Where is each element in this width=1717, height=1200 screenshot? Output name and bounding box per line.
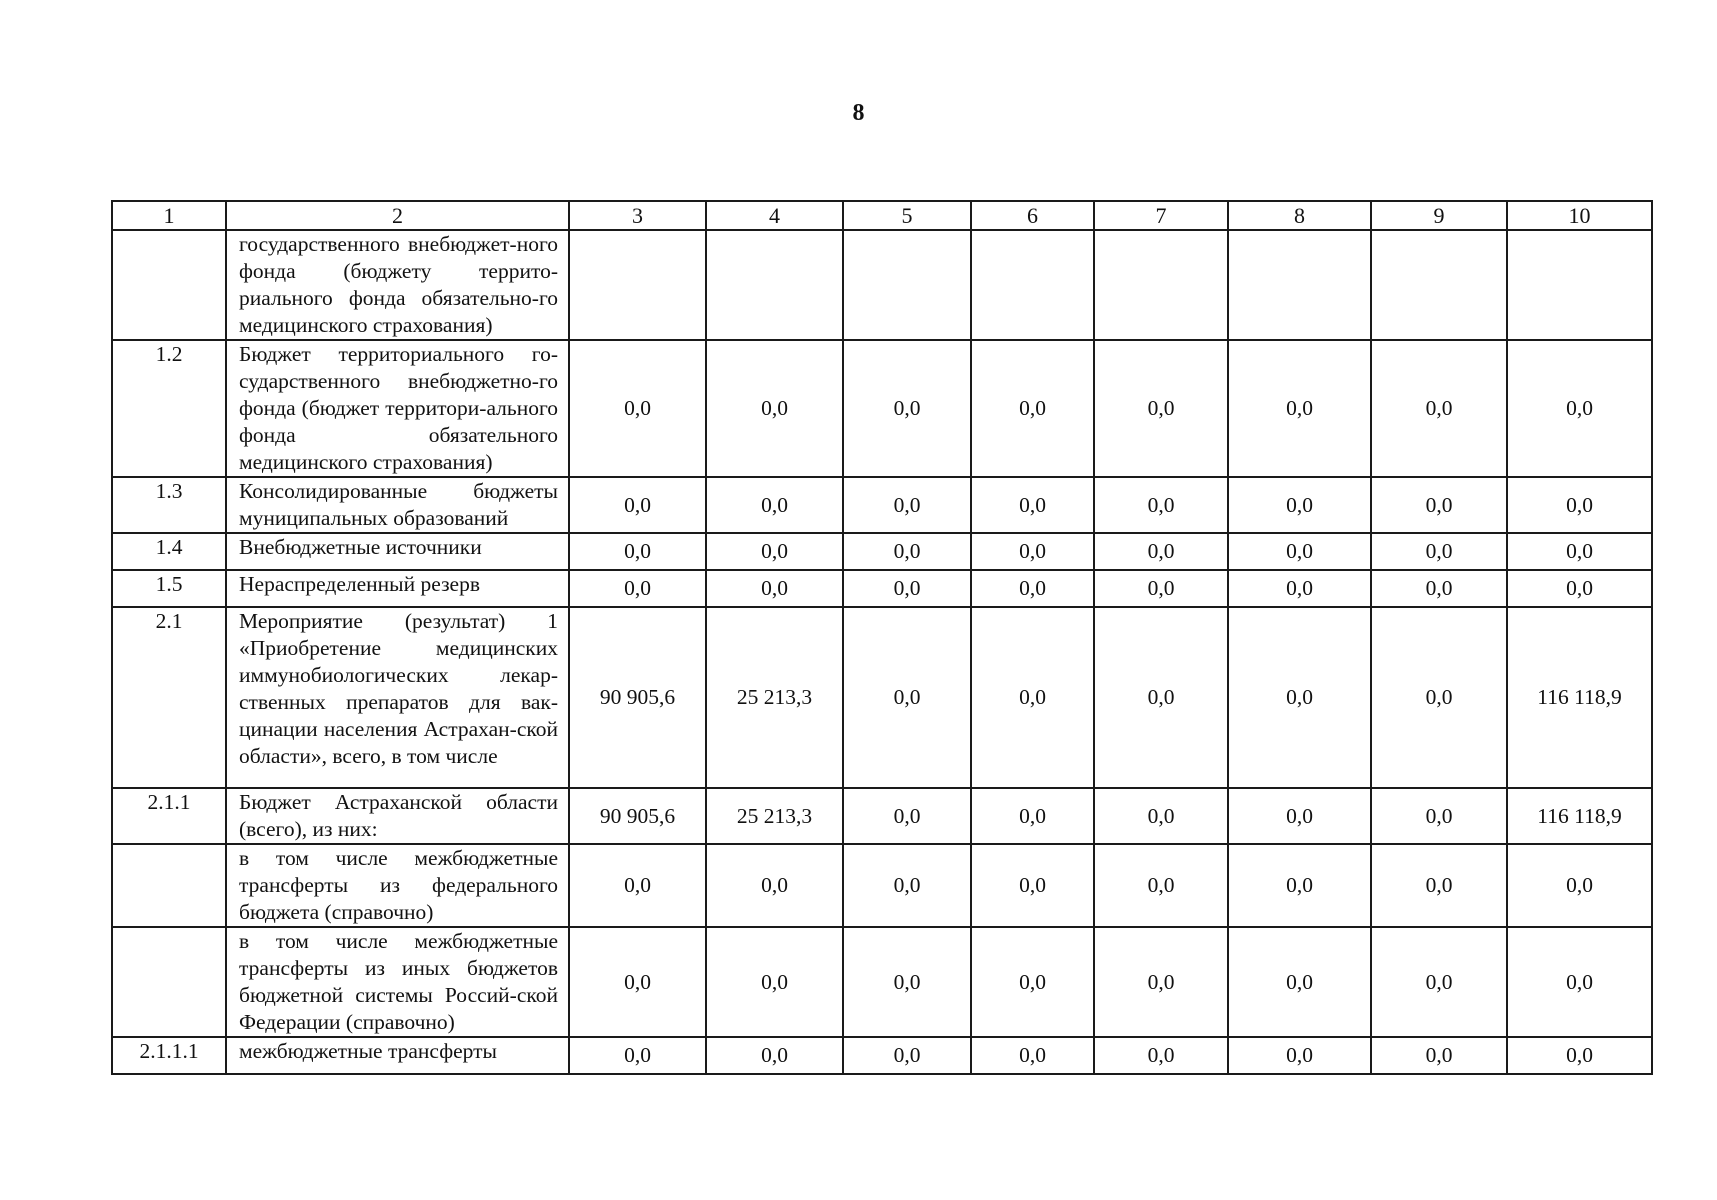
value-cell: 0,0 [1228,570,1371,607]
value-cell: 0,0 [569,570,706,607]
column-header: 9 [1371,201,1507,230]
value-cell: 0,0 [569,533,706,570]
value-cell: 0,0 [843,844,971,927]
value-cell: 0,0 [1371,927,1507,1037]
value-cell: 0,0 [971,570,1094,607]
row-number: 1.4 [112,533,226,570]
value-cell: 0,0 [706,844,843,927]
value-cell: 0,0 [1371,1037,1507,1074]
value-cell [971,230,1094,340]
column-header: 1 [112,201,226,230]
value-cell: 0,0 [1094,340,1228,477]
value-cell: 25 213,3 [706,607,843,788]
value-cell: 0,0 [1228,607,1371,788]
value-cell: 0,0 [1228,927,1371,1037]
value-cell: 0,0 [1371,788,1507,844]
value-cell [569,230,706,340]
value-cell: 0,0 [569,844,706,927]
value-cell [706,230,843,340]
column-header: 3 [569,201,706,230]
value-cell [1507,230,1652,340]
row-number: 2.1.1 [112,788,226,844]
row-description: в том числе межбюджетные трансферты из иных бюджетов бюджетной системы Россий-ской Федерации (справочно) [226,927,569,1037]
value-cell: 0,0 [971,788,1094,844]
value-cell: 0,0 [1228,1037,1371,1074]
value-cell: 0,0 [971,477,1094,533]
value-cell: 0,0 [1228,340,1371,477]
column-header: 8 [1228,201,1371,230]
table-row [112,533,1652,570]
table-row [112,570,1652,607]
page-number: 8 [852,100,865,126]
header-row [112,201,1652,230]
value-cell: 0,0 [1371,607,1507,788]
value-cell [1228,230,1371,340]
value-cell: 0,0 [706,570,843,607]
value-cell: 0,0 [569,340,706,477]
value-cell: 0,0 [1507,477,1652,533]
column-header: 10 [1507,201,1652,230]
column-header: 6 [971,201,1094,230]
table-body [112,230,1652,1074]
value-cell: 0,0 [569,927,706,1037]
value-cell: 0,0 [1228,533,1371,570]
value-cell: 116 118,9 [1507,607,1652,788]
column-header: 4 [706,201,843,230]
value-cell: 0,0 [1094,927,1228,1037]
row-description: Консолидированные бюджеты муниципальных образований [226,477,569,533]
value-cell: 0,0 [843,533,971,570]
value-cell: 90 905,6 [569,607,706,788]
value-cell: 0,0 [971,1037,1094,1074]
row-description: Мероприятие (результат) 1 «Приобретение медицинских иммунобиологических лекар-ственных препаратов для вак-цинации населения Астрахан-ской области», всего, в том числе [226,607,569,788]
table-row [112,927,1652,1037]
value-cell: 0,0 [1371,533,1507,570]
value-cell: 0,0 [843,788,971,844]
value-cell: 0,0 [1507,1037,1652,1074]
value-cell [1371,230,1507,340]
value-cell: 25 213,3 [706,788,843,844]
table-row [112,1037,1652,1074]
value-cell: 0,0 [971,533,1094,570]
value-cell: 116 118,9 [1507,788,1652,844]
row-description: Внебюджетные источники [226,533,569,570]
value-cell: 0,0 [1507,533,1652,570]
row-number [112,844,226,927]
budget-table [111,200,1653,1075]
table-row [112,477,1652,533]
value-cell: 0,0 [706,1037,843,1074]
value-cell: 0,0 [1228,844,1371,927]
value-cell: 0,0 [706,477,843,533]
row-number [112,230,226,340]
value-cell: 0,0 [1094,477,1228,533]
value-cell: 0,0 [1228,477,1371,533]
row-number: 2.1.1.1 [112,1037,226,1074]
value-cell: 0,0 [1371,340,1507,477]
table-row [112,230,1652,340]
row-description: государственного внебюджет-ного фонда (бюджету террито-риального фонда обязательно-го медицинского страхования) [226,230,569,340]
value-cell: 0,0 [1094,844,1228,927]
column-header: 2 [226,201,569,230]
value-cell: 0,0 [1507,927,1652,1037]
value-cell [1094,230,1228,340]
value-cell: 0,0 [1094,1037,1228,1074]
value-cell: 0,0 [569,477,706,533]
row-description: Бюджет территориального го-сударственного внебюджетно-го фонда (бюджет территори-ального фонда обязательного медицинского страхования) [226,340,569,477]
value-cell: 0,0 [706,533,843,570]
table-row [112,844,1652,927]
value-cell: 0,0 [971,340,1094,477]
row-description: Нераспределенный резерв [226,570,569,607]
value-cell: 0,0 [971,607,1094,788]
value-cell: 0,0 [1371,477,1507,533]
row-number: 1.5 [112,570,226,607]
value-cell: 0,0 [569,1037,706,1074]
value-cell: 0,0 [706,927,843,1037]
value-cell: 0,0 [1228,788,1371,844]
value-cell: 0,0 [843,1037,971,1074]
column-header: 7 [1094,201,1228,230]
table-header [112,201,1652,230]
value-cell: 0,0 [1507,844,1652,927]
row-description: в том числе межбюджетные трансферты из федерального бюджета (справочно) [226,844,569,927]
table-row [112,607,1652,788]
value-cell: 90 905,6 [569,788,706,844]
value-cell: 0,0 [1094,607,1228,788]
value-cell: 0,0 [843,570,971,607]
value-cell: 0,0 [1094,533,1228,570]
value-cell: 0,0 [1094,788,1228,844]
value-cell: 0,0 [1371,570,1507,607]
row-description: Бюджет Астраханской области (всего), из них: [226,788,569,844]
value-cell: 0,0 [843,340,971,477]
row-number: 1.3 [112,477,226,533]
value-cell: 0,0 [843,477,971,533]
value-cell: 0,0 [843,927,971,1037]
value-cell: 0,0 [706,340,843,477]
row-description: межбюджетные трансферты [226,1037,569,1074]
value-cell: 0,0 [1507,340,1652,477]
value-cell: 0,0 [843,607,971,788]
row-number [112,927,226,1037]
value-cell: 0,0 [1507,570,1652,607]
table-row [112,340,1652,477]
value-cell: 0,0 [971,844,1094,927]
value-cell: 0,0 [1094,570,1228,607]
value-cell: 0,0 [971,927,1094,1037]
value-cell: 0,0 [1371,844,1507,927]
row-number: 1.2 [112,340,226,477]
column-header: 5 [843,201,971,230]
value-cell [843,230,971,340]
row-number: 2.1 [112,607,226,788]
table-row [112,788,1652,844]
